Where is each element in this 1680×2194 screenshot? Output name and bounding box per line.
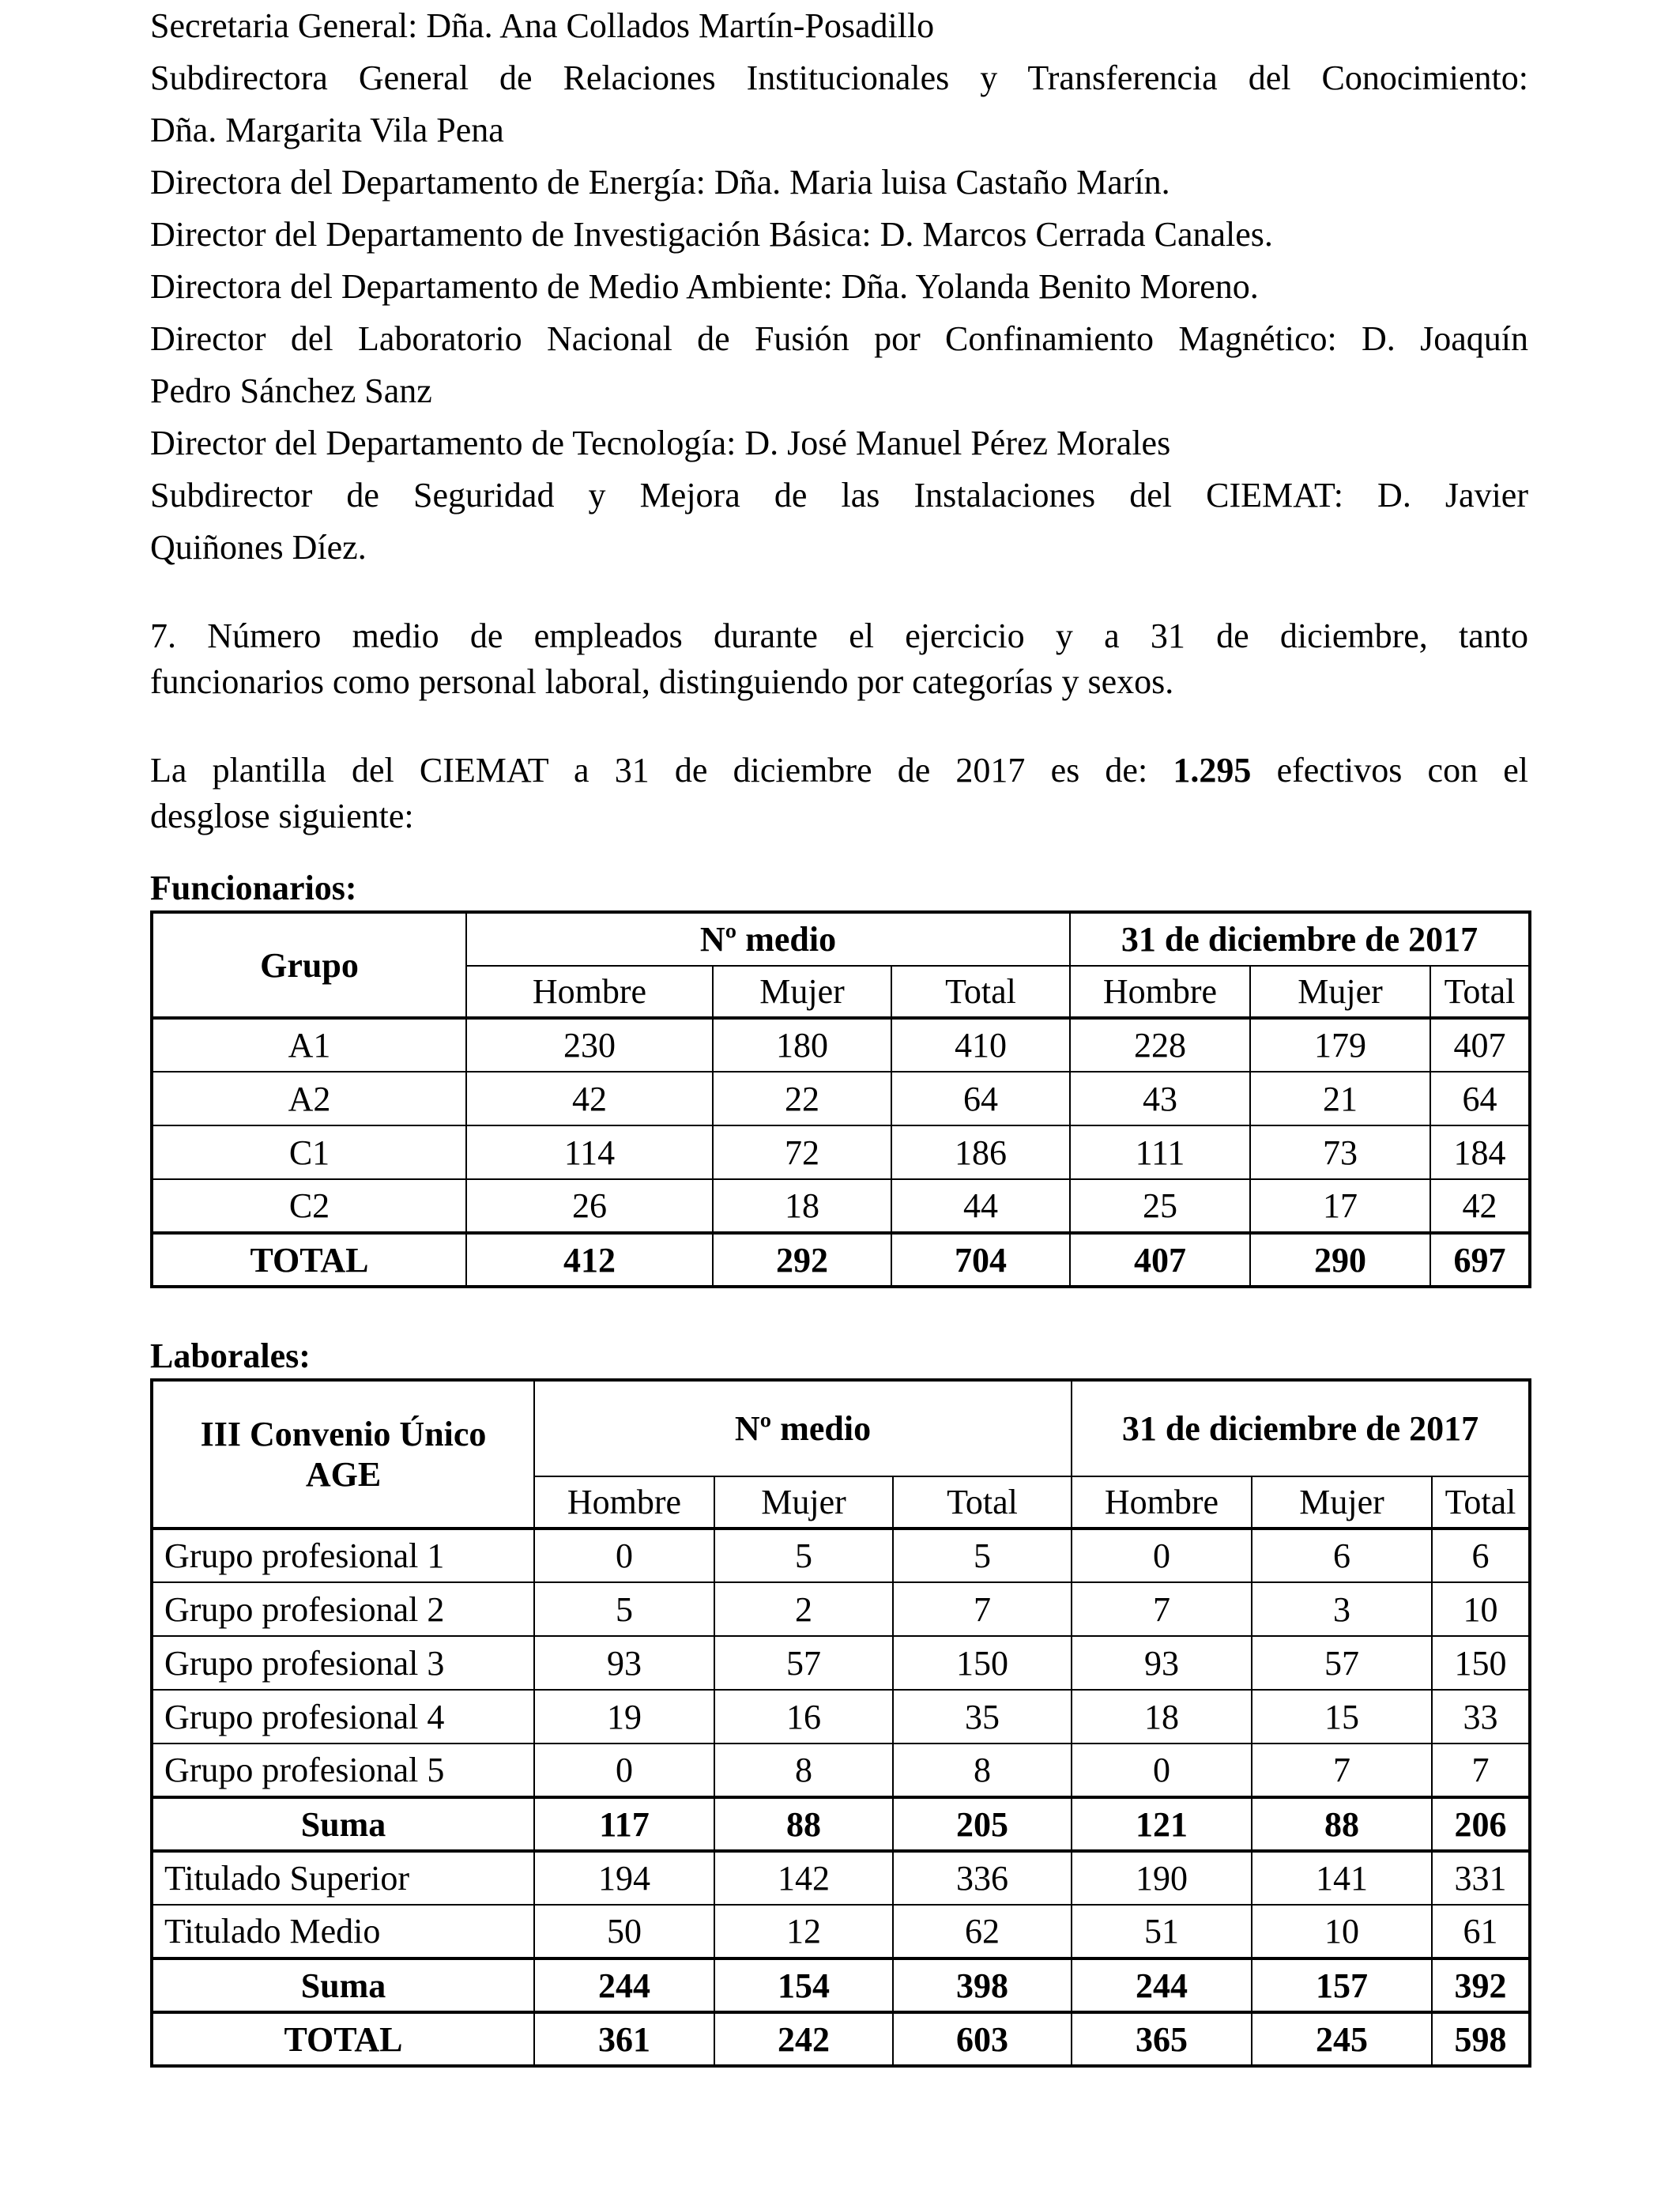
table-cell: 392 (1432, 1958, 1530, 2012)
col-header-mujer: Mujer (713, 966, 891, 1018)
table-cell: 21 (1250, 1072, 1430, 1125)
table-cell: 6 (1252, 1529, 1432, 1582)
table-cell: 121 (1072, 1797, 1252, 1851)
funcionarios-table (150, 910, 1531, 1288)
table-cell: 180 (713, 1018, 891, 1072)
table-cell: 331 (1432, 1851, 1530, 1905)
staff-line: Secretaria General: Dña. Ana Collados Martín-Posadillo (150, 6, 935, 45)
table-cell: 8 (714, 1744, 893, 1797)
table-row (152, 1125, 1530, 1179)
staff-line: Quiñones Díez. (150, 528, 367, 567)
table-cell: 33 (1432, 1690, 1530, 1744)
table-cell: 190 (1072, 1851, 1252, 1905)
table-cell: Grupo profesional 3 (152, 1636, 534, 1690)
table-cell: C2 (152, 1179, 466, 1233)
table-cell: 6 (1432, 1529, 1530, 1582)
staff-line: Directora del Departamento de Medio Ambiente: Dña. Yolanda Benito Moreno. (150, 267, 1259, 306)
table-cell: C1 (152, 1125, 466, 1179)
table-cell: Suma (152, 1797, 534, 1851)
table-cell: 10 (1252, 1905, 1432, 1958)
table-row (152, 1072, 1530, 1125)
table-row (152, 1744, 1530, 1797)
table-cell: 42 (466, 1072, 713, 1125)
table-cell: 64 (1430, 1072, 1530, 1125)
staff-line: Subdirector de Seguridad y Mejora de las Instalaciones del CIEMAT: D. Javier (150, 476, 1528, 515)
table-cell: 26 (466, 1179, 713, 1233)
table-cell: 10 (1432, 1582, 1530, 1636)
table-row (152, 1905, 1530, 1958)
table-cell: 64 (891, 1072, 1070, 1125)
table-row (152, 1018, 1530, 1072)
table-cell: 22 (713, 1072, 891, 1125)
table-cell: 62 (893, 1905, 1072, 1958)
laborales-table (150, 1378, 1531, 2068)
table-cell: 157 (1252, 1958, 1432, 2012)
table-cell: 88 (1252, 1797, 1432, 1851)
table-cell: 18 (1072, 1690, 1252, 1744)
table-cell: 7 (1072, 1582, 1252, 1636)
table-cell: A1 (152, 1018, 466, 1072)
col-header-total: Total (891, 966, 1070, 1018)
col-header-mujer: Mujer (714, 1476, 893, 1529)
plantilla-line: La plantilla del CIEMAT a 31 de diciembre de 2017 es de: 1.295 efectivos con el (150, 751, 1529, 790)
table-cell: 186 (891, 1125, 1070, 1179)
table-cell: 19 (534, 1690, 714, 1744)
col-header-hombre: Hombre (1072, 1476, 1252, 1529)
laborales-label: Laborales: (150, 1336, 311, 1375)
col-header-medio: Nº medio (466, 912, 1070, 966)
table-cell: 598 (1432, 2012, 1530, 2066)
table-cell: 407 (1070, 1233, 1250, 1287)
table-cell: Grupo profesional 1 (152, 1529, 534, 1582)
table-cell: 0 (534, 1744, 714, 1797)
table-cell: 150 (893, 1636, 1072, 1690)
table-cell: 72 (713, 1125, 891, 1179)
table-cell: 230 (466, 1018, 713, 1072)
col-header-hombre: Hombre (1070, 966, 1250, 1018)
table-cell: 184 (1430, 1125, 1530, 1179)
table-cell: 93 (1072, 1636, 1252, 1690)
plantilla-total: 1.295 (1173, 751, 1252, 790)
table-cell: 35 (893, 1690, 1072, 1744)
table-cell: 154 (714, 1958, 893, 2012)
table-cell: Grupo profesional 2 (152, 1582, 534, 1636)
table-cell: Titulado Medio (152, 1905, 534, 1958)
table-cell: 290 (1250, 1233, 1430, 1287)
table-row (152, 1529, 1530, 1582)
table-cell: 93 (534, 1636, 714, 1690)
staff-line: Director del Laboratorio Nacional de Fusión por Confinamiento Magnético: D. Joaquín (150, 319, 1528, 358)
staff-line: Dña. Margarita Vila Pena (150, 111, 504, 149)
table-cell: 57 (1252, 1636, 1432, 1690)
table-cell: 51 (1072, 1905, 1252, 1958)
table-cell: 43 (1070, 1072, 1250, 1125)
table-cell: 7 (1252, 1744, 1432, 1797)
table-cell: 16 (714, 1690, 893, 1744)
col-header-convenio: III Convenio Único AGE (152, 1380, 534, 1529)
table-cell: 44 (891, 1179, 1070, 1233)
table-cell: 365 (1072, 2012, 1252, 2066)
plantilla-line: desglose siguiente: (150, 797, 414, 835)
table-cell: 398 (893, 1958, 1072, 2012)
section-7-paragraph (150, 613, 1528, 705)
table-row (152, 1179, 1530, 1233)
table-cell: 412 (466, 1233, 713, 1287)
plantilla-paragraph (150, 748, 1528, 839)
table-cell: 244 (534, 1958, 714, 2012)
table-cell: 194 (534, 1851, 714, 1905)
table-cell: 697 (1430, 1233, 1530, 1287)
table-cell: 25 (1070, 1179, 1250, 1233)
table-cell: 205 (893, 1797, 1072, 1851)
table-subtotal-row (152, 1958, 1530, 2012)
table-cell: A2 (152, 1072, 466, 1125)
col-header-total: Total (893, 1476, 1072, 1529)
table-cell: 0 (1072, 1529, 1252, 1582)
table-cell: 0 (1072, 1744, 1252, 1797)
funcionarios-label: Funcionarios: (150, 869, 357, 907)
table-row (152, 1636, 1530, 1690)
table-cell: TOTAL (152, 2012, 534, 2066)
table-cell: 3 (1252, 1582, 1432, 1636)
table-row (152, 1582, 1530, 1636)
table-cell: 111 (1070, 1125, 1250, 1179)
col-header-mujer: Mujer (1252, 1476, 1432, 1529)
col-header-hombre: Hombre (466, 966, 713, 1018)
table-cell: 12 (714, 1905, 893, 1958)
table-total-row (152, 2012, 1530, 2066)
col-header-dic: 31 de diciembre de 2017 (1072, 1380, 1530, 1476)
table-cell: 245 (1252, 2012, 1432, 2066)
table-cell: Grupo profesional 5 (152, 1744, 534, 1797)
table-cell: Titulado Superior (152, 1851, 534, 1905)
table-cell: 361 (534, 2012, 714, 2066)
table-cell: 141 (1252, 1851, 1432, 1905)
table-cell: 336 (893, 1851, 1072, 1905)
table-cell: 61 (1432, 1905, 1530, 1958)
staff-line: Directora del Departamento de Energía: Dña. Maria luisa Castaño Marín. (150, 163, 1170, 202)
table-cell: 17 (1250, 1179, 1430, 1233)
col-header-medio: Nº medio (534, 1380, 1072, 1476)
table-cell: 7 (1432, 1744, 1530, 1797)
staff-line: Director del Departamento de Investigación Básica: D. Marcos Cerrada Canales. (150, 215, 1273, 254)
table-cell: TOTAL (152, 1233, 466, 1287)
table-cell: Suma (152, 1958, 534, 2012)
table-cell: 292 (713, 1233, 891, 1287)
table-cell: 5 (714, 1529, 893, 1582)
table-cell: 704 (891, 1233, 1070, 1287)
table-row (152, 1851, 1530, 1905)
staff-list (150, 0, 1528, 574)
staff-line: Subdirectora General de Relaciones Institucionales y Transferencia del Conocimiento: (150, 58, 1528, 97)
table-subtotal-row (152, 1797, 1530, 1851)
table-cell: 5 (534, 1582, 714, 1636)
section-7-line: funcionarios como personal laboral, distinguiendo por categorías y sexos. (150, 662, 1174, 701)
table-cell: 18 (713, 1179, 891, 1233)
table-cell: 42 (1430, 1179, 1530, 1233)
section-7-line: 7. Número medio de empleados durante el ejercicio y a 31 de diciembre, tanto (150, 616, 1528, 655)
table-cell: 117 (534, 1797, 714, 1851)
table-cell: 410 (891, 1018, 1070, 1072)
col-header-hombre: Hombre (534, 1476, 714, 1529)
table-cell: 206 (1432, 1797, 1530, 1851)
table-header-row (152, 912, 1530, 966)
table-cell: 228 (1070, 1018, 1250, 1072)
table-cell: 88 (714, 1797, 893, 1851)
table-cell: 57 (714, 1636, 893, 1690)
col-header-grupo: Grupo (152, 912, 466, 1018)
table-cell: 7 (893, 1582, 1072, 1636)
staff-line: Director del Departamento de Tecnología: D. José Manuel Pérez Morales (150, 424, 1171, 462)
col-header-mujer: Mujer (1250, 966, 1430, 1018)
table-cell: 8 (893, 1744, 1072, 1797)
staff-line: Pedro Sánchez Sanz (150, 371, 432, 410)
table-cell: 150 (1432, 1636, 1530, 1690)
table-row (152, 1690, 1530, 1744)
table-cell: 50 (534, 1905, 714, 1958)
table-cell: 603 (893, 2012, 1072, 2066)
table-cell: 0 (534, 1529, 714, 1582)
table-cell: 114 (466, 1125, 713, 1179)
table-header-row (152, 1380, 1530, 1476)
table-cell: 242 (714, 2012, 893, 2066)
table-cell: 15 (1252, 1690, 1432, 1744)
table-cell: 2 (714, 1582, 893, 1636)
table-cell: Grupo profesional 4 (152, 1690, 534, 1744)
table-cell: 244 (1072, 1958, 1252, 2012)
table-total-row (152, 1233, 1530, 1287)
table-cell: 73 (1250, 1125, 1430, 1179)
col-header-dic: 31 de diciembre de 2017 (1070, 912, 1530, 966)
table-cell: 407 (1430, 1018, 1530, 1072)
table-cell: 179 (1250, 1018, 1430, 1072)
table-cell: 142 (714, 1851, 893, 1905)
table-cell: 5 (893, 1529, 1072, 1582)
col-header-total: Total (1430, 966, 1530, 1018)
col-header-total: Total (1432, 1476, 1530, 1529)
